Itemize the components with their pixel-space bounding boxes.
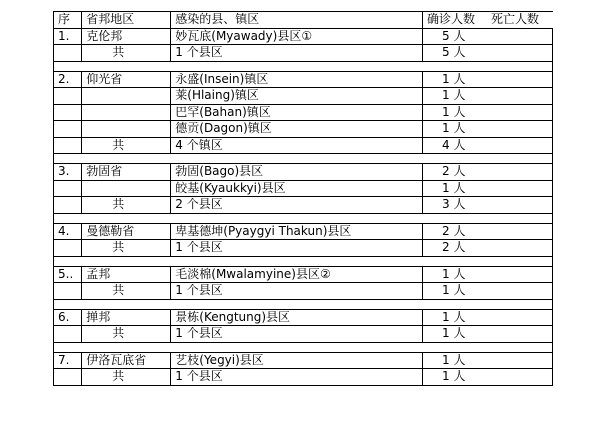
group-spacer xyxy=(54,213,553,223)
total-seq xyxy=(54,283,82,300)
spacer-cell xyxy=(82,299,171,309)
row-confirmed-value: 1 人 xyxy=(442,104,466,119)
spacer-cell xyxy=(171,256,423,266)
spacer-cell xyxy=(82,154,171,164)
spacer-cell xyxy=(82,213,171,223)
row-state: 孟邦 xyxy=(82,266,171,283)
total-confirmed xyxy=(423,197,553,214)
table-row xyxy=(54,223,553,240)
row-confirmed xyxy=(423,71,553,88)
spacer-cell xyxy=(54,213,82,223)
header-area: 感染的县、镇区 xyxy=(171,12,423,29)
row-confirmed xyxy=(423,223,553,240)
table-row xyxy=(54,88,553,105)
spacer-cell xyxy=(171,61,423,71)
row-area: 勃固(Bago)县区 xyxy=(171,164,423,181)
table-row xyxy=(54,121,553,138)
spacer-cell xyxy=(423,256,553,266)
row-seq: 6. xyxy=(54,309,82,326)
header-confirmed-label: 确诊人数 xyxy=(427,12,476,27)
table-row xyxy=(54,104,553,121)
total-area: 4 个镇区 xyxy=(171,137,423,154)
header-row xyxy=(54,12,553,29)
spacer-cell xyxy=(54,154,82,164)
row-seq xyxy=(54,104,82,121)
total-area: 2 个县区 xyxy=(171,197,423,214)
spacer-cell xyxy=(54,342,82,352)
row-confirmed xyxy=(423,352,553,369)
group-spacer xyxy=(54,299,553,309)
row-confirmed-value: 5 人 xyxy=(442,28,466,43)
spacer-cell xyxy=(171,154,423,164)
total-confirmed xyxy=(423,240,553,257)
row-area: 德贡(Dagon)镇区 xyxy=(171,121,423,138)
group-spacer xyxy=(54,154,553,164)
total-row xyxy=(54,45,553,62)
spacer-cell xyxy=(54,256,82,266)
row-seq xyxy=(54,88,82,105)
row-seq xyxy=(54,121,82,138)
total-area: 1 个县区 xyxy=(171,283,423,300)
total-label: 共 xyxy=(82,197,171,214)
row-confirmed-value: 2 人 xyxy=(442,223,466,238)
spacer-cell xyxy=(54,61,82,71)
table-row xyxy=(54,71,553,88)
row-confirmed xyxy=(423,28,553,45)
total-confirmed-value: 1 人 xyxy=(442,369,466,384)
total-row xyxy=(54,326,553,343)
row-state: 曼德勒省 xyxy=(82,223,171,240)
total-confirmed-value: 1 人 xyxy=(442,283,466,298)
row-confirmed xyxy=(423,104,553,121)
row-area: 景栋(Kengtung)县区 xyxy=(171,309,423,326)
header-deaths-label: 死亡人数 xyxy=(491,12,540,27)
table-row xyxy=(54,180,553,197)
row-seq: 5.. xyxy=(54,266,82,283)
spacer-cell xyxy=(82,61,171,71)
row-seq xyxy=(54,180,82,197)
total-row xyxy=(54,369,553,386)
row-area: 艺枝(Yegyi)县区 xyxy=(171,352,423,369)
row-area: 莱(Hlaing)镇区 xyxy=(171,88,423,105)
row-area: 妙瓦底(Myawady)县区① xyxy=(171,28,423,45)
spacer-cell xyxy=(423,154,553,164)
row-seq: 1. xyxy=(54,28,82,45)
group-spacer xyxy=(54,61,553,71)
row-confirmed-value: 1 人 xyxy=(442,180,466,195)
row-confirmed-value: 1 人 xyxy=(442,352,466,367)
total-confirmed-value: 3 人 xyxy=(442,197,466,212)
row-confirmed xyxy=(423,88,553,105)
row-confirmed xyxy=(423,180,553,197)
row-state xyxy=(82,104,171,121)
row-seq: 7. xyxy=(54,352,82,369)
row-state xyxy=(82,121,171,138)
total-area: 1 个县区 xyxy=(171,45,423,62)
row-confirmed-value: 1 人 xyxy=(442,309,466,324)
row-area: 永盛(Insein)镇区 xyxy=(171,71,423,88)
total-row xyxy=(54,197,553,214)
total-area: 1 个县区 xyxy=(171,240,423,257)
total-seq xyxy=(54,197,82,214)
spacer-cell xyxy=(82,256,171,266)
row-confirmed-value: 1 人 xyxy=(442,266,466,281)
row-state xyxy=(82,180,171,197)
total-label: 共 xyxy=(82,326,171,343)
table-row xyxy=(54,266,553,283)
case-table xyxy=(53,11,553,386)
spacer-cell xyxy=(423,299,553,309)
row-confirmed xyxy=(423,309,553,326)
group-spacer xyxy=(54,342,553,352)
total-area: 1 个县区 xyxy=(171,326,423,343)
row-state: 勃固省 xyxy=(82,164,171,181)
row-state: 伊洛瓦底省 xyxy=(82,352,171,369)
table-row xyxy=(54,309,553,326)
row-confirmed-value: 1 人 xyxy=(442,88,466,103)
row-confirmed-value: 2 人 xyxy=(442,164,466,179)
spacer-cell xyxy=(171,299,423,309)
spacer-cell xyxy=(82,342,171,352)
table-row xyxy=(54,352,553,369)
header-seq: 序 xyxy=(54,12,82,29)
row-confirmed-value: 1 人 xyxy=(442,71,466,86)
total-area: 1 个县区 xyxy=(171,369,423,386)
row-state: 克伦邦 xyxy=(82,28,171,45)
group-spacer xyxy=(54,256,553,266)
total-label: 共 xyxy=(82,240,171,257)
total-confirmed-value: 2 人 xyxy=(442,240,466,255)
row-confirmed-value: 1 人 xyxy=(442,121,466,136)
total-row xyxy=(54,283,553,300)
total-label: 共 xyxy=(82,369,171,386)
total-confirmed xyxy=(423,45,553,62)
total-label: 共 xyxy=(82,283,171,300)
row-confirmed xyxy=(423,121,553,138)
row-area: 毛淡棉(Mwalamyine)县区② xyxy=(171,266,423,283)
row-area: 巴罕(Bahan)镇区 xyxy=(171,104,423,121)
row-area: 卑基德坤(Pyaygyi Thakun)县区 xyxy=(171,223,423,240)
total-label: 共 xyxy=(82,137,171,154)
total-confirmed-value: 1 人 xyxy=(442,326,466,341)
row-state: 掸邦 xyxy=(82,309,171,326)
total-row xyxy=(54,240,553,257)
total-confirmed-value: 5 人 xyxy=(442,45,466,60)
total-row xyxy=(54,137,553,154)
spacer-cell xyxy=(171,342,423,352)
total-confirmed xyxy=(423,369,553,386)
total-seq xyxy=(54,240,82,257)
row-confirmed xyxy=(423,266,553,283)
table-row xyxy=(54,164,553,181)
table-row xyxy=(54,28,553,45)
total-seq xyxy=(54,137,82,154)
row-seq: 4. xyxy=(54,223,82,240)
total-confirmed xyxy=(423,326,553,343)
total-confirmed-value: 4 人 xyxy=(442,137,466,152)
row-confirmed xyxy=(423,164,553,181)
spacer-cell xyxy=(423,213,553,223)
header-state: 省邦地区 xyxy=(82,12,171,29)
spacer-cell xyxy=(171,213,423,223)
case-table-body xyxy=(54,12,553,386)
spacer-cell xyxy=(54,299,82,309)
spacer-cell xyxy=(423,61,553,71)
total-seq xyxy=(54,369,82,386)
row-seq: 2. xyxy=(54,71,82,88)
total-confirmed xyxy=(423,137,553,154)
total-seq xyxy=(54,326,82,343)
total-seq xyxy=(54,45,82,62)
total-label: 共 xyxy=(82,45,171,62)
spacer-cell xyxy=(423,342,553,352)
row-seq: 3. xyxy=(54,164,82,181)
row-area: 皎基(Kyaukkyi)县区 xyxy=(171,180,423,197)
header-confirmed xyxy=(423,12,553,29)
row-state xyxy=(82,88,171,105)
total-confirmed xyxy=(423,283,553,300)
row-state: 仰光省 xyxy=(82,71,171,88)
